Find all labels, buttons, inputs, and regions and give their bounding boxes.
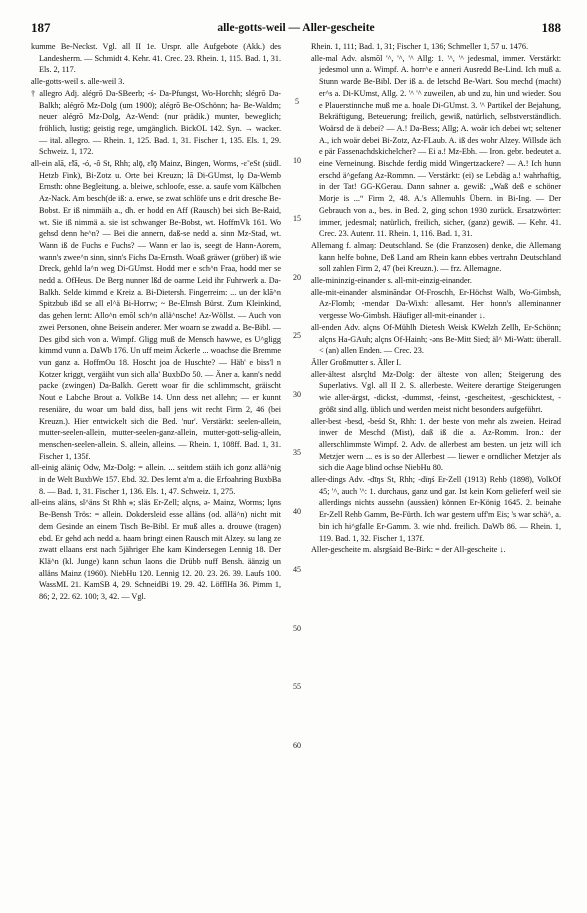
- page-header: [31, 20, 561, 36]
- entry: all-eins aläns, sl^äns St Rhh ⁎; släs Er-Zell; alçns, ə- Mainz, Worms; lǫns Be-Bensh Trös: = allein. Dokdersleid esse alläns (od. allä^n) nicht mit dem Gesinde an einem Tisch Be-Bibl. Er muß alles a. drouwe (tragen) ebd. Er gehd ach nedd a. haam bringt einen Rausch mit Alzey. su lang ze zwatt ellaans erst nach 5jähriger Ehe kam Kindersegen Lennig 18. Der Klä^n (kl. Junge) kann schun laons die Drübb nuff Bensh. äänzig un alläns Mainz (1960). NiebHu 120. Lennig 12. 20. 23. 26. 39. Laufs 100. WassML 21. KamSB 4, 29. SchneidBi 19. 29. 42. LöfflHa 36. Pimm 1, 86; 2, 22. 62. 100; 3, 42. — Vgl.: [31, 498, 281, 602]
- entry: all-einig aläniç Odw, Mz-Dolg: = allein. ... seitdem stäih ich gonz allä^nig in de Welt BuxbWe 157. Ebd. 32. Des lernt a'm a. die Erfoahring BuxbBa 8. — Bad. 1, 31. Fischer 1, 136. Els. 1, 47. Schweiz. 1, 275.: [31, 463, 281, 496]
- line-number: 15: [293, 214, 301, 223]
- entry: aller-ältest alsrçltd Mz-Dolg: der älteste von allen; Steigerung des Superlativs. Vgl. all II 2. S. allerbeste. Weitere derartige Steigerungen wie aller-ärgst, -dickst, -dummst, -feinst, -gescheitest, -geschicktest, -größt sind allg. üblich und werden meist nicht besonders aufgeführt.: [311, 369, 561, 414]
- line-number: 45: [293, 565, 301, 574]
- page-number-right: 188: [541, 20, 561, 35]
- line-number: 20: [293, 273, 301, 282]
- entry: Aller-gescheite m. alsrgśaid Be-Birk: = der All-gescheite ↓.: [311, 545, 506, 555]
- right-column: [311, 41, 561, 903]
- entry: Allemang f. almaŋ: Deutschland. Se (die Franzosen) denke, die Allemang kann helfe bohne, Deß Land am Rhein kann ebbes vertrahn Deutschland soll zahlen Firm 2, 47 (bei Kreuzn.). — frz. Allemagne.: [311, 240, 561, 274]
- line-number: 30: [293, 390, 301, 399]
- left-column: [31, 41, 281, 903]
- entry: Rhein. 1, 111; Bad. 1, 31; Fischer 1, 136; Schmeller 1, 57 u. 1476.: [311, 42, 529, 51]
- line-number: 10: [293, 156, 301, 165]
- line-number: 35: [293, 448, 301, 457]
- entry: kumme Be-Neckst. Vgl. all II 1e. Urspr. alle Aufgebote (Akk.) des Landesherrn. — Schmidt 4. Kehr. 41. Crec. 23. Rhein. 1, 115. Bad. 1, 31. Els. 2, 117.: [31, 42, 281, 75]
- entry: † allegro Adj. aléɡrō Da-SBeerb; -ś- Da-Pfungst, Wo-Horchh; sléɡrō Da-Balkh; aléɡrō Mz-Dolg (um 1900); aléɡrō Be-OSchönn; ha- Be-Waldm; neuer aléɡrō Mz-Dolg, Az-Wend: (nur prädik.) munter, beweglich; fröhlich, lustig; geistig rege, umgänglich. BickOL 142. Syn. → wacker. — ital. allegro. — Rhein. 1, 125. Bad. 1, 31. Fischer 1, 135. Els. 1, 29. Schweiz. 1, 172.: [31, 88, 281, 157]
- entry: alle-gotts-weil s. alle-weil 3.: [31, 77, 125, 87]
- entry: Äller Großmutter s. Äller I.: [311, 357, 402, 367]
- line-number: 25: [293, 331, 301, 340]
- entry: aller-best -besd, -beśd St, Rhh: 1. der beste von mehr als zweien. Heirad inwer de Meschd (Mist), daß iß die a. Az-Romm. Iron.: der allerschlimmste Wimpf. 2. Adv. de allerbest am besten. un jetz will ich Metzjer wern ... es is so der Allerbest — liewer e orndlicher Metzjer als sich die Aage blind ochse NiebHu 80.: [311, 416, 561, 473]
- line-number: 40: [293, 507, 301, 516]
- entry: alle-mininzig-einander s. all-mit-einzig-einander.: [311, 276, 472, 286]
- line-number: 50: [293, 624, 301, 633]
- line-number: 55: [293, 682, 301, 691]
- entry: alle-mit-einander alsmināndər Of-Froschh, Er-Höchst Walb, Wo-Gimbsh, Az-Flomb; -mendər Da-Wixh: allesamt. Her honn's alleminanner vergesse Wo-Gimbsh. Häufiger all-mit-einander ↓.: [311, 287, 561, 321]
- entry: alle-mal Adv. alsmōl '^, '^, '^ Allg: 1. '^, '^ jedesmal, immer. Verstärkt: jedesmol unn a. Wimpf. A. horr^e e anneri Ausredd Be-Lind. Ich muß a. Stunn warde Be-Bibl. Der iß a. de letschd Be-Wart. Sou mechd (macht) er^s a. Di-KUmst, Allg. 2. '^ '^ zuweilen, ab und zu, hin und wieder. Sou e Plauerstinnche muß me a. hoale Di-GUmst. 3. '^ Partikel der Bejahung, Bekräftigung, Beteuerung; freilich, gewiß, natürlich, selbstverständlich. Woärsd de ä debei? — A.! Da-Bess; Allg; A. woär ich debei wt; seltener A., ich woär debei Bi-Zotz, Az-FLaub. A. iß des wohr Alzey. Willsde äch e pär Fassenachdskichelcher? — Ei a.! Mz-Ebh. — Iron. gebr. bedeutet a. eine Verneinung. Bischde ferdig midd Wingertzackere? — A.! Ich hunn erschd ä^gefang Az-Rommn. — Verstärkt: (ei) se Lebdäg a.! wahrhaftig, in der Tat! GG-KGerau. Dann sahner a. gewiß: „Waß deß e schöner Morje is ...“ Firm 2, 48. A.'s Allemuhls Übern. in Bi-Ing. — Der Gebrauch von a., bes. in Bed. 2, ging schon 1930 zurück. Ersatzwörter: immer, jedesmal; natürlich, freilich, sicher, (ganz) gewiß. — Kehr. 41. Crec. 23. Autenr. 11. Rhein. 1, 116. Bad. 1, 31.: [311, 53, 561, 239]
- running-title: alle-gotts-weil — Aller-gescheite: [217, 22, 375, 34]
- entry: all-enden Adv. alçns Of-Mühlh Dietesh Weisk KWelzh Zellh, Er-Schönn; alçns Ha-GAuh; alçns Of-Hainh; -əns Be-Mitt Sied; äl^ Mi-Watt: überall. < (an) allen Enden. — Crec. 23.: [311, 322, 561, 356]
- entry: aller-dings Adv. -dīŋs St, Rhh; -dïŋś Er-Zell (1913) Rehb (1898), VolkOf 45; '^, auch '^: 1. durchaus, ganz und gar. Ist kein Korn gelieferf weil sie allerdings nichts aussehn (aussäen) können Er-König 1645. 2. beinahe Er-Zell Rehb Gamm, Be-Fürth. Ich war gestern uff'm Eis; 's war schä^, a. bin ich hi^gfalle Er-Gamm. 3. wie nhd. freilich. DaWb 86. — Rhein. 1, 119. Bad. 1, 32. Fischer 1, 137f.: [311, 475, 561, 543]
- line-number: 5: [295, 97, 299, 106]
- line-number: 60: [293, 741, 301, 750]
- entry: all-ein alā, ɛ̃lā, -ó, -ô St, Rhh; alǭ, ɛ̃lǭ Mainz, Bingen, Worms, -ɛ̃ eSt (südl. Hetzb Fink), Bi-Zotz u. Orte bei Kreuzn; lā Di-GUmst, lǫ Da-Wemb Ernsth: ohne Begleitung. a. bleiwe, schloofe, esse. a. saufe vom Kälbchen Az-Nack. Am besch(de iß: a. erwe, se zwat schlöfe uns e drit dresche Be-Bobst. Er iß nimmäih a., dh. er hodd en Aff (Rausch) bei sich Be-Raid, wt. Sie iß nimmä a. sie ist schwanger Be-Bobst, wt. HoffmVk 161. Wo gehsd denn he^n? — Bei die annern, daß-se nedd a. sinn Mz-Stad, wt. Wann iß de Fuchs e Fuchs? — Wann er lao is, seegt de Hann-Aorem, wann's zwee^n sinn, sinn's Fichs Da-Ernsth. Woaß gräwer (gröber) iß wie Dreck, gehld la^n weg Di-GUmst. Hodd mer e sch^n Fraa, hodd mer se nedd a. OfHeus. De Berg nunner lßd de oarme Leid ihr Fuhrwerk a. Da-Balkh. Selde kimmd e Kreiz a. Bi-Dietersh. Fingerreim: ... un der klā^n Spitzbub ißd se all el^ä Bi-Horrw; ~ Be-Elmsh Bürst. Zum Kleinkind, das gehen lernt: Allo^n emõl sch^n allä^nsche! Az-Wöllst. — Auch von zwei Personen, ohne Beisein anderer. Mer woarn se zwadd a. Be-Bibl. — Des gibd sich von a. Wimpf. Gligg muß de Mensch hawwe, es U^gligg kimmd vunn a. DaWb 176. Un uff meim Äckerle ... woachse die Bremme vun ganz a. HoffmOu 18. Hoscht joa de Huschte? — Häb' e biss'l n Kotzer kriggt, vergäiht vun sich alla' BuxbDo 50. — Äner a. kann's nedd packe (zwingen) Da-Balkh. Gerett woar fir die schlimmscht, gräischt Nout e Labche Brout a. VolkBe 14. Unn dess net allehn; — er kunnt reseniäre, du woar um bald diss, ball jens wit recht Firm 2, 46 (bei Kreuzn.). Hier entwickelt sich die Bed. 'nur'. Verstärkt: seelen-allein, mutter-seelen-allein, mutter-seelen-ganz-allein, mutter-gott-selig-allein, menschen-seelen-allein. S. allein, alleins. — Rhein. 1, 108ff. Bad. 1, 31. Fischer 1, 135f.: [31, 159, 281, 461]
- page-number-left: 187: [31, 20, 51, 35]
